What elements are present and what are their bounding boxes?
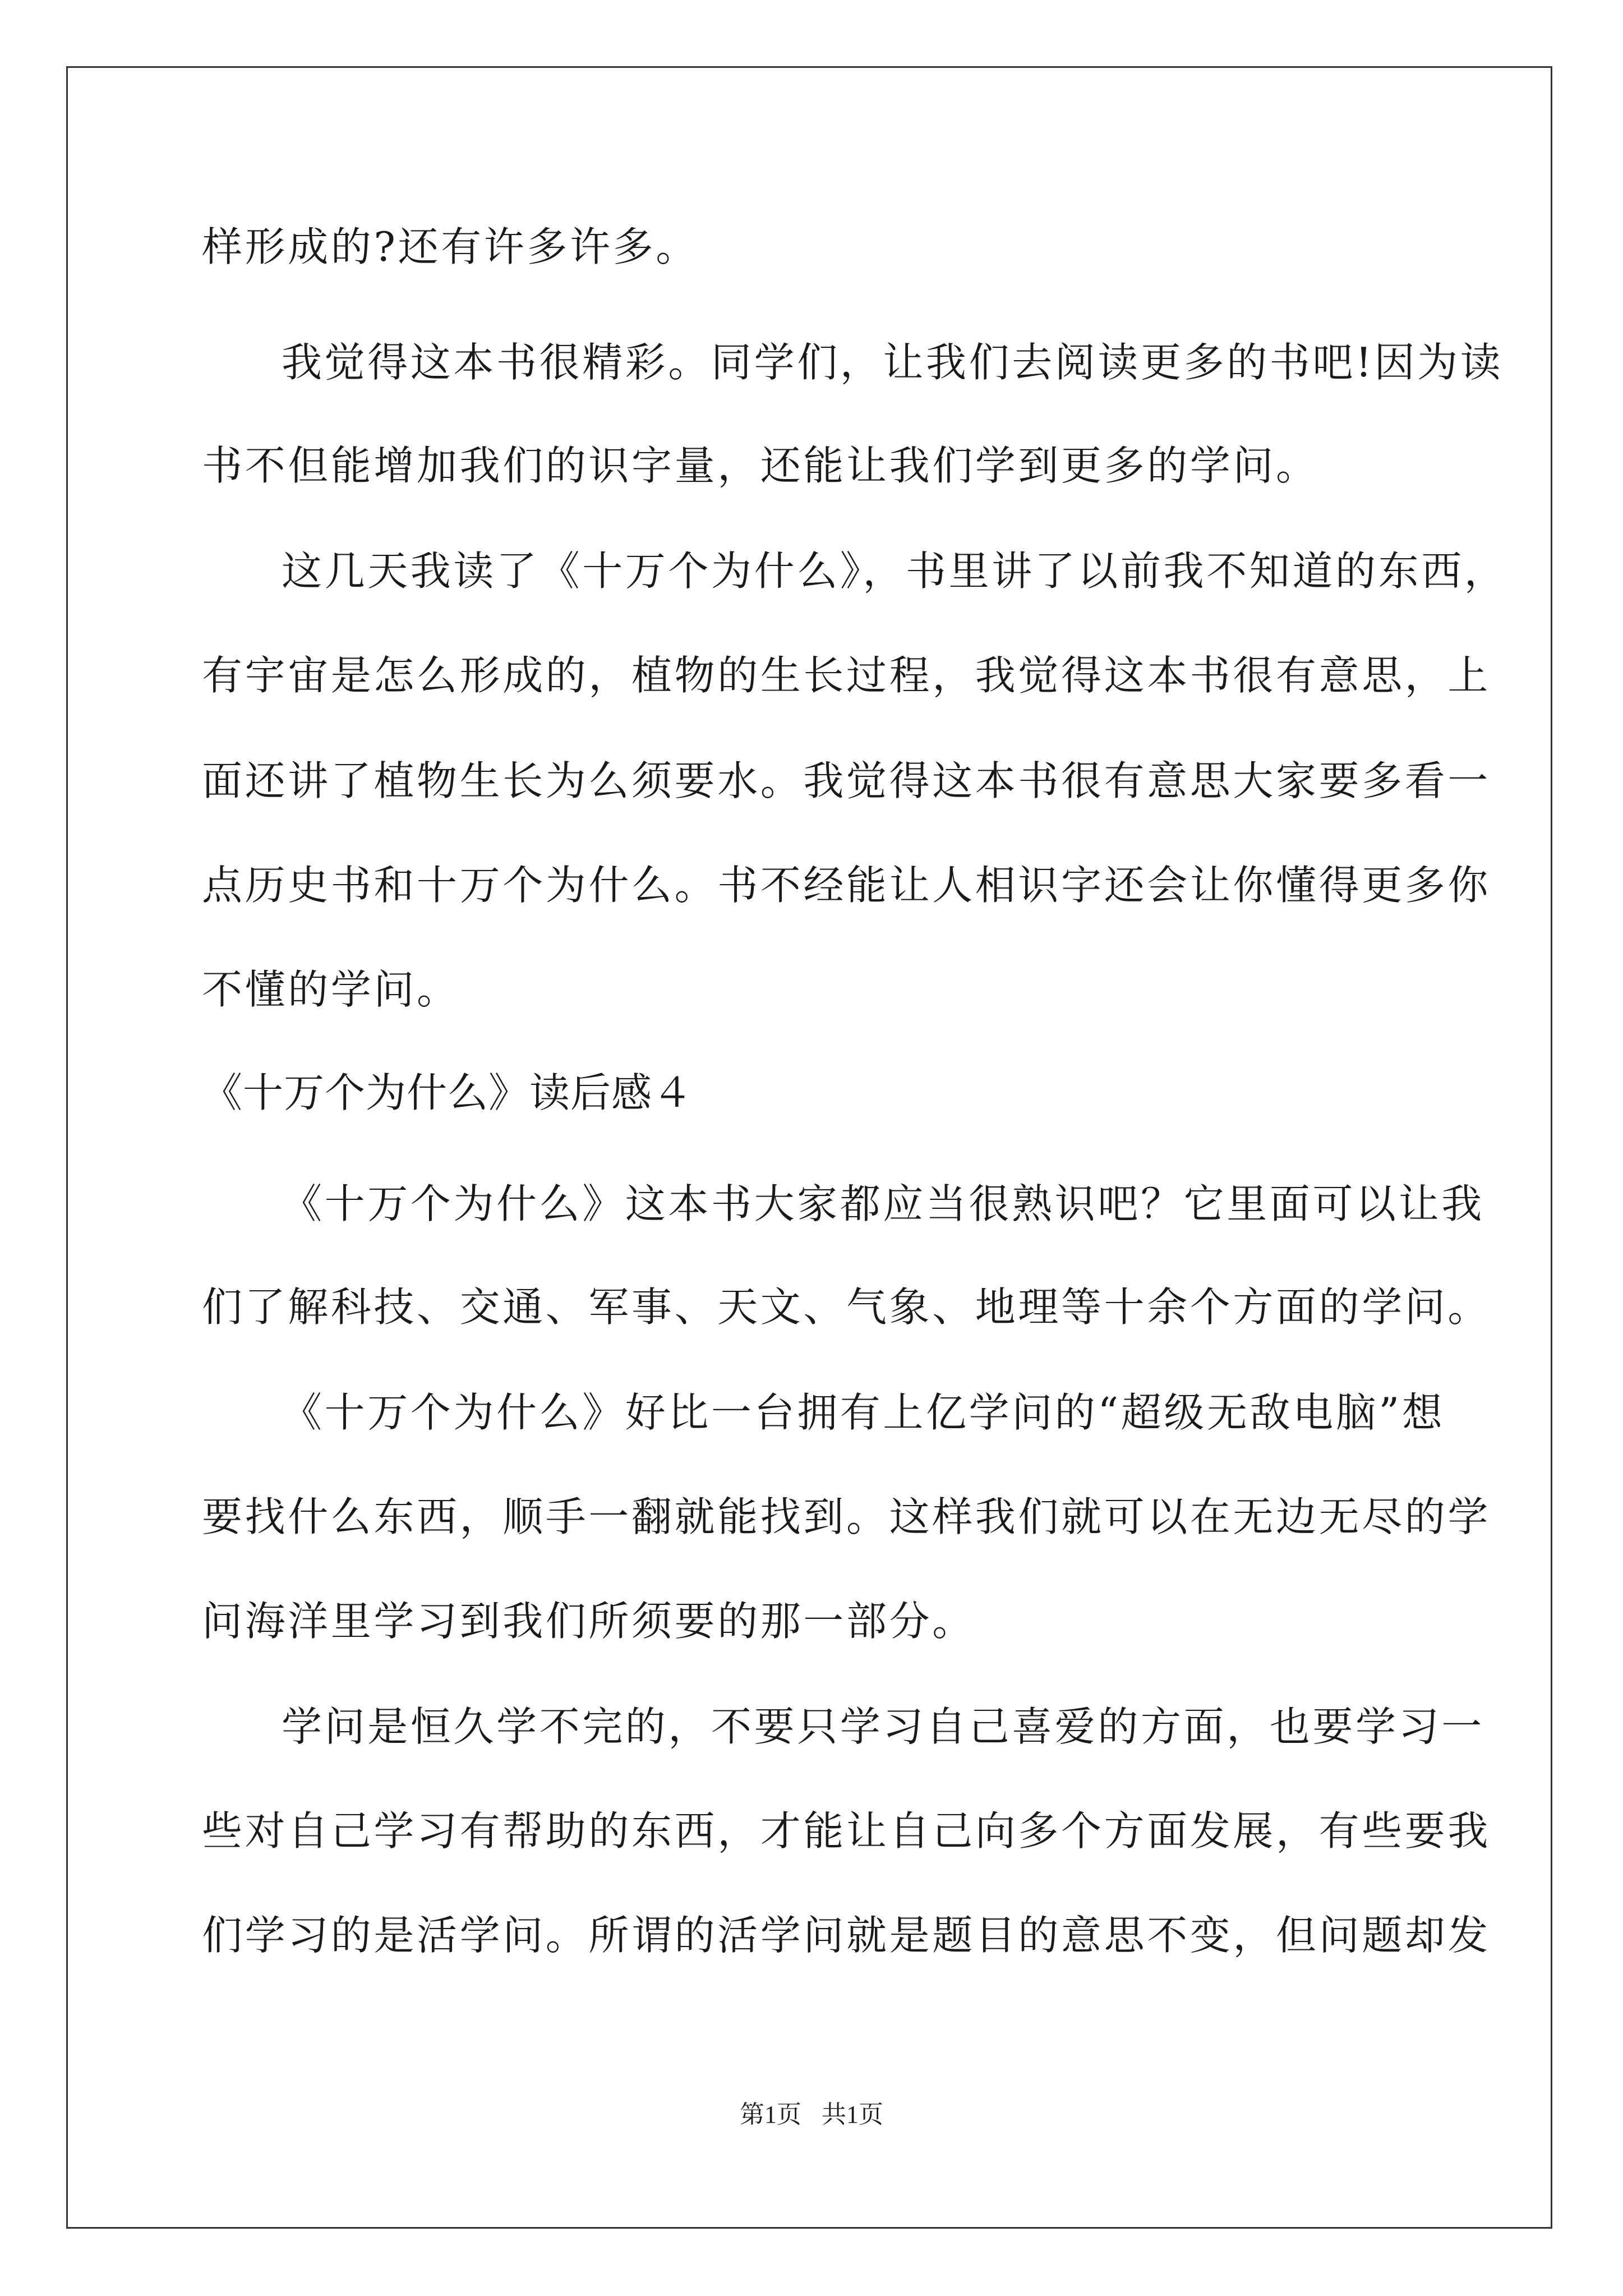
page-number-current: 第1页 (740, 2101, 801, 2128)
page-footer (0, 2102, 1623, 2127)
text-line: 样形成的?还有许多许多。 (202, 223, 699, 270)
text-line: 问海洋里学习到我们所须要的那一部分。 (202, 1598, 975, 1645)
text-line: 要找什么东西，顺手一翻就能找到。这样我们就可以在无边无尽的学 (202, 1493, 1491, 1540)
text-line: 《十万个为什么》这本书大家都应当很熟识吧？它里面可以让我 (282, 1180, 1484, 1227)
page-border (66, 66, 1552, 2229)
text-line: 些对自己学习有帮助的东西，才能让自己向多个方面发展，有些要我 (202, 1807, 1491, 1855)
text-line: 点历史书和十万个为什么。书不经能让人相识字还会让你懂得更多你 (202, 862, 1491, 909)
text-line: 面还讲了植物生长为么须要水。我觉得这本书很有意思大家要多看一 (202, 757, 1491, 804)
section-heading: 《十万个为什么》读后感４ (202, 1069, 694, 1116)
text-line: 《十万个为什么》好比一台拥有上亿学问的“超级无敌电脑”想 (282, 1389, 1445, 1436)
text-line: 书不但能增加我们的识字量，还能让我们学到更多的学问。 (202, 442, 1319, 489)
text-line: 不懂的学问。 (202, 966, 460, 1013)
text-line: 这几天我读了《十万个为什么》，书里讲了以前我不知道的东西， (282, 547, 1507, 595)
text-line: 有宇宙是怎么形成的，植物的生长过程，我觉得这本书很有意思，上 (202, 652, 1491, 699)
text-line: 们了解科技、交通、军事、天文、气象、地理等十余个方面的学问。 (202, 1283, 1491, 1331)
text-line: 我觉得这本书很精彩。同学们，让我们去阅读更多的书吧!因为读 (282, 339, 1504, 386)
text-line: 们学习的是活学问。所谓的活学问就是题目的意思不变，但问题却发 (202, 1912, 1491, 1959)
page-number-total: 共1页 (822, 2101, 883, 2128)
text-line: 学问是恒久学不完的，不要只学习自己喜爱的方面，也要学习一 (282, 1703, 1484, 1750)
